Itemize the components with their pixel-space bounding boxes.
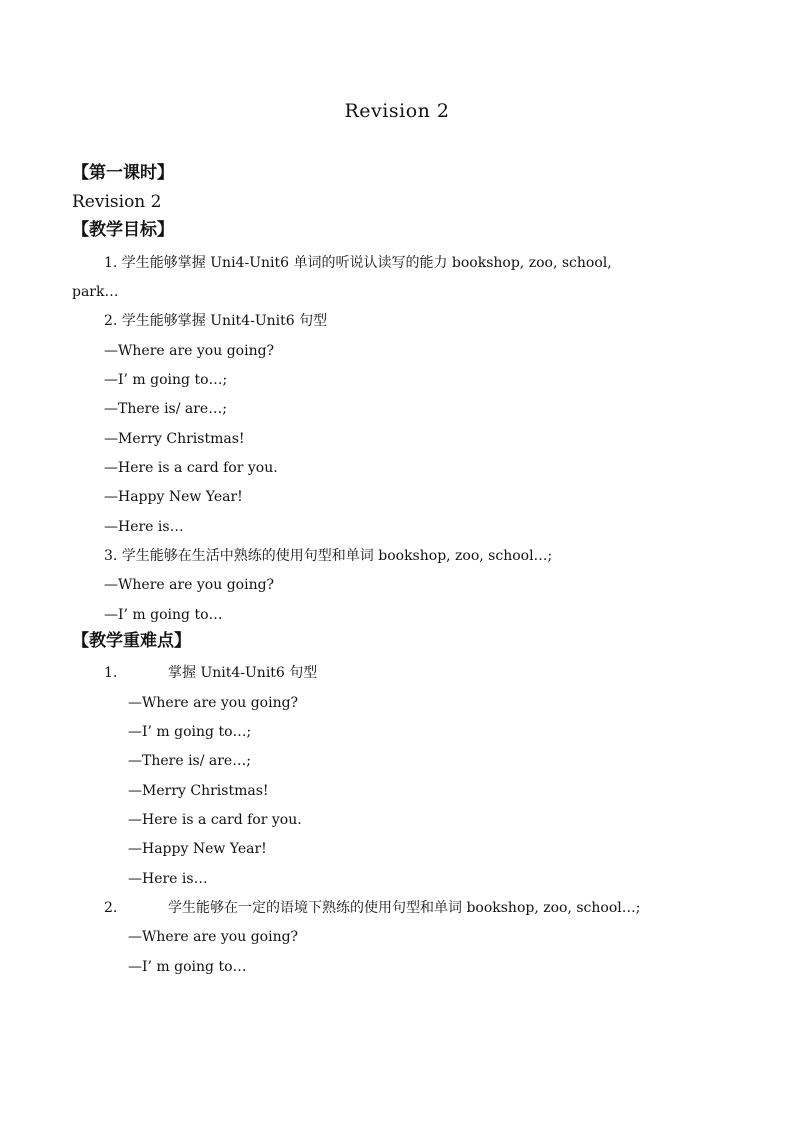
key-point-number: 2. bbox=[104, 900, 118, 916]
objective-item-3: 3. 学生能够在生活中熟练的使用句型和单词 bookshop, zoo, school…; bbox=[104, 548, 553, 564]
sentence-line: —I’ m going to… bbox=[128, 959, 247, 975]
sentence-line: —I’ m going to… bbox=[104, 607, 223, 623]
key-point-item-2 bbox=[104, 899, 640, 917]
key-point-item-1 bbox=[104, 664, 317, 682]
sentence-line: —Here is… bbox=[128, 871, 208, 887]
sentence-line: —I’ m going to…; bbox=[128, 724, 252, 740]
sentence-line: —Happy New Year! bbox=[104, 489, 243, 505]
key-point-text: 掌握 Unit4-Unit6 句型 bbox=[168, 665, 318, 681]
key-points-heading: 【教学重难点】 bbox=[72, 631, 191, 651]
lesson-title: Revision 2 bbox=[72, 192, 162, 212]
objective-item-1-cont: park… bbox=[72, 284, 119, 300]
sentence-line: —Where are you going? bbox=[104, 577, 275, 593]
sentence-line: —Here is a card for you. bbox=[128, 812, 302, 828]
objective-item-2: 2. 学生能够掌握 Unit4-Unit6 句型 bbox=[104, 313, 328, 329]
sentence-line: —Happy New Year! bbox=[128, 841, 267, 857]
key-point-number: 1. bbox=[104, 665, 118, 681]
sentence-line: —Here is… bbox=[104, 519, 184, 535]
objectives-heading: 【教学目标】 bbox=[72, 220, 174, 240]
sentence-line: —Merry Christmas! bbox=[104, 431, 245, 447]
sentence-line: —There is/ are…; bbox=[128, 753, 251, 769]
key-point-text: 学生能够在一定的语境下熟练的使用句型和单词 bookshop, zoo, school…; bbox=[168, 900, 641, 916]
sentence-line: —I’ m going to…; bbox=[104, 372, 228, 388]
sentence-line: —Where are you going? bbox=[128, 929, 299, 945]
sentence-line: —Here is a card for you. bbox=[104, 460, 278, 476]
sentence-line: —There is/ are…; bbox=[104, 401, 227, 417]
sentence-line: —Where are you going? bbox=[128, 695, 299, 711]
sentence-line: —Where are you going? bbox=[104, 343, 275, 359]
sentence-line: —Merry Christmas! bbox=[128, 783, 269, 799]
lesson-heading: 【第一课时】 bbox=[72, 163, 174, 183]
objective-item-1: 1. 学生能够掌握 Uni4-Unit6 单词的听说认读写的能力 bookshop, zoo, school, bbox=[104, 255, 612, 271]
document-title: Revision 2 bbox=[344, 100, 450, 122]
